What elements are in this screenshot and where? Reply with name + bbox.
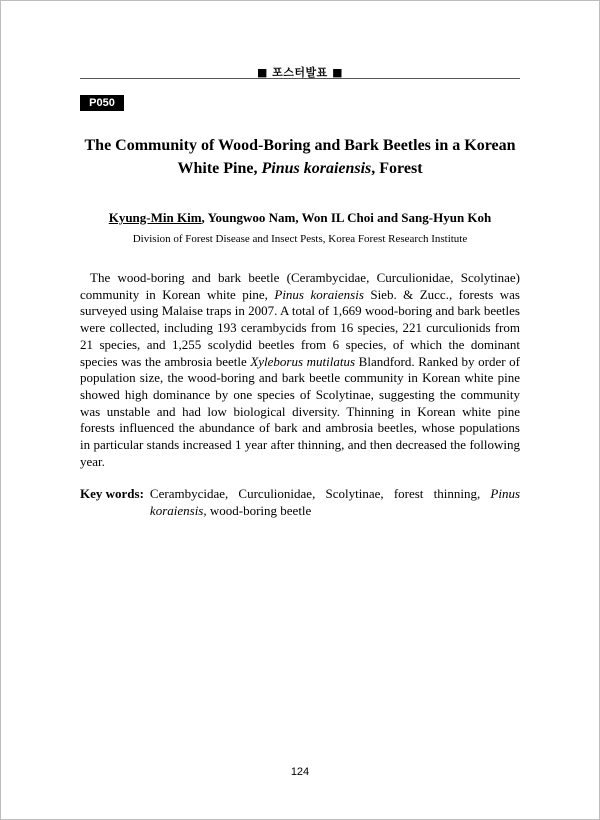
title-line-1: The Community of Wood-Boring and Bark Beetles in a Korean bbox=[84, 137, 516, 154]
keywords-label: Key words: bbox=[80, 486, 144, 501]
author-list bbox=[80, 210, 520, 226]
section-header: ■ 포스터발표 ■ bbox=[256, 66, 344, 79]
paper-title bbox=[70, 134, 530, 180]
title-line-2-suffix: , Forest bbox=[371, 160, 423, 177]
page-number: 124 bbox=[290, 766, 310, 778]
affiliation: Division of Forest Disease and Insect Pests, Korea Forest Research Institute bbox=[132, 233, 468, 245]
keywords-species: Pinus koraiensis bbox=[149, 486, 521, 518]
keywords-part-1: Cerambycidae, Curculionidae, Scolytinae, forest thinning, bbox=[149, 486, 481, 501]
abstract bbox=[80, 270, 520, 470]
title-species-name: Pinus koraiensis bbox=[261, 160, 372, 177]
abstract-part-2: Sieb. & Zucc., forests was surveyed using Malaise traps in 2007. A total of 1,669 wood-boring and bark beetles were collected, including 193 cerambycids from 16 species, 221 curculionids from 21 species, and 1,255 scolydid beetles from 6 species, of which the dominant species was the ambrosia beetle bbox=[80, 286, 520, 369]
presenting-author: Kyung-Min Kim bbox=[108, 210, 202, 225]
keywords-text bbox=[150, 485, 520, 519]
header-rule bbox=[80, 78, 520, 79]
abstract-species-2: Xyleborus mutilatus bbox=[250, 353, 356, 369]
keywords bbox=[80, 485, 520, 519]
poster-code-badge: P050 bbox=[80, 95, 124, 111]
abstract-part-1: The wood-boring and bark beetle (Cerambycidae, Curculionidae, Scolytinae) community in Korean white pine, bbox=[80, 270, 520, 302]
co-authors: , Youngwoo Nam, Won IL Choi and Sang-Hyun Koh bbox=[201, 210, 492, 225]
keywords-part-2: , wood-boring beetle bbox=[203, 503, 312, 518]
title-line-2-prefix: White Pine, bbox=[177, 160, 258, 177]
abstract-part-3: Blandford. Ranked by order of population size, the wood-boring and bark beetle community in Korean white pine showed high dominance by one species of Scolytinae, suggesting the community was unstable and had low biological diversity. Thinning in Korean white pine forests influenced the abundance of bark and ambrosia beetles, whose populations in particular stands increased 1 year after thinning, and then decreased the following year. bbox=[80, 353, 521, 469]
abstract-species-1: Pinus koraiensis bbox=[274, 286, 364, 302]
